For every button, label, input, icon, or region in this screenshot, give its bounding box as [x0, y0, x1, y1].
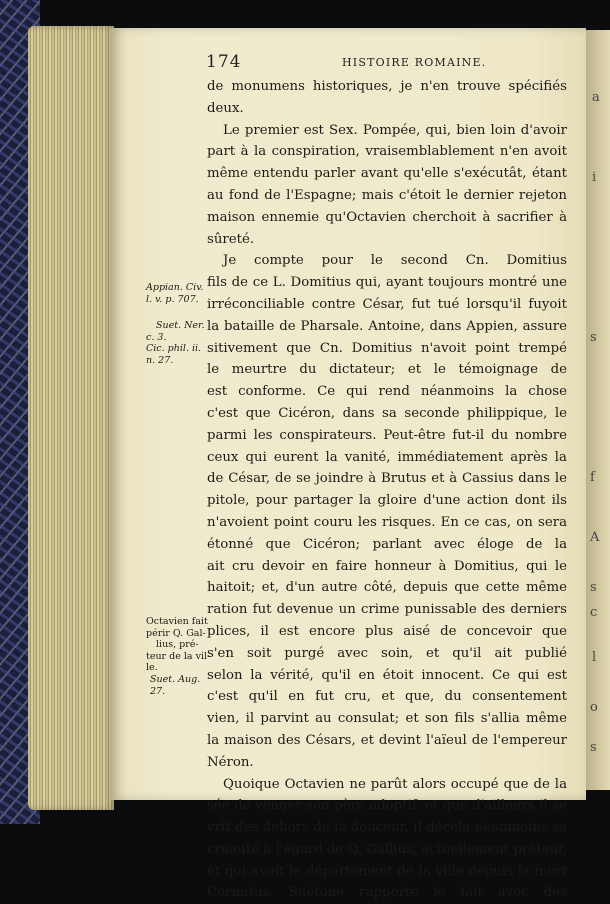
text-line: part à la conspiration, vraisemblablement n'en avoit — [207, 144, 567, 160]
text-line: sûreté. — [207, 231, 255, 247]
text-line: deux. — [207, 100, 244, 116]
note-line: teur de la vil- — [146, 650, 211, 662]
text-line: Le premier est Sex. Pompée, qui, bien loin d'avoir — [223, 122, 567, 138]
text-line: cruauté à l'égard de Q. Gallius, actuellement préteur, — [207, 841, 567, 857]
text-line: Je compte pour le second Cn. Domitius — [223, 253, 567, 269]
note-line: 27. — [150, 685, 166, 697]
text-line: même entendu parler avant qu'elle s'exécutât, étant — [207, 166, 567, 182]
text-line: selon la vérité, qu'il en étoit innocent. Ce qui est — [207, 667, 567, 683]
note-line: Octavien fait — [146, 616, 208, 627]
note-line: Appian. Civ. — [146, 282, 204, 293]
text-line: c'est qu'il en fut cru, et que, du consentement — [207, 689, 567, 705]
next-page-edge — [586, 30, 610, 790]
text-line: sitivement que Cn. Domitius n'avoit point trempé — [207, 340, 567, 356]
text-line: vrît des dehors de la douceur, il décéla néanmoins sa — [207, 820, 567, 836]
text-line: la bataille de Pharsale. Antoine, dans Appien, assure — [207, 318, 567, 334]
margin-note-appian — [146, 282, 203, 305]
margin-note-octavien — [146, 616, 210, 674]
next-page-fragment: s — [590, 740, 597, 755]
note-line: Suet. Aug. — [150, 674, 201, 685]
text-line: c'est que Cicéron, dans sa seconde philippique, le — [207, 405, 567, 421]
next-page-fragment: s — [590, 580, 597, 595]
text-line: parmi les conspirateurs. Peut-être fut-il du nombre — [207, 427, 567, 443]
text-line: Néron. — [207, 754, 254, 770]
page-number: 174 — [206, 52, 242, 72]
text-line: irréconciliable contre César, fut tué lorsqu'il fuyoit — [207, 296, 567, 312]
text-line: n'avoient point couru les risques. En ce cas, on sera — [207, 514, 567, 530]
text-line: Cornutus. Suétone rapporte le fait avec des — [207, 885, 567, 901]
next-page-fragment: f — [590, 470, 595, 485]
text-line: s'en soit purgé avec soin, et qu'il ait publié — [207, 645, 567, 661]
note-line: n. 27. — [146, 354, 174, 366]
text-line: maison ennemie qu'Octavien cherchoit à sacrifier à — [207, 209, 567, 225]
text-line: plices, il est encore plus aisé de concevoir que — [207, 623, 567, 639]
text-line: est conforme. Ce qui rend néanmoins la chose — [207, 384, 567, 400]
text-line: étonné que Cicéron; parlant avec éloge de la — [207, 536, 567, 552]
note-line: Suet. Ner. — [156, 320, 205, 331]
text-line: Quoique Octavien ne parût alors occupé que de la — [223, 776, 567, 792]
text-line: haitoit; et, d'un autre côté, depuis que cette même — [207, 580, 567, 596]
running-title: HISTOIRE ROMAINE. — [342, 56, 487, 69]
note-line: lius, pré- — [156, 639, 199, 650]
next-page-fragment: i — [592, 170, 597, 185]
text-line: pitole, pour partager la gloire d'une action dont ils — [207, 493, 567, 509]
margin-note-suetone-ciceron — [146, 320, 205, 366]
text-line: ait cru devoir en faire honneur à Domitius, qui le — [207, 558, 567, 574]
text-line: le meurtre du dictateur; et le témoignage de — [207, 362, 567, 378]
next-page-fragment: l — [592, 650, 597, 665]
margin-note-suetone-aug — [150, 674, 200, 697]
next-page-fragment: A — [590, 530, 600, 545]
next-page-fragment: o — [590, 700, 598, 715]
text-line: la maison des Césars, et devint l'aïeul de l'empereur — [207, 732, 567, 748]
next-page-fragment: c — [590, 605, 598, 620]
running-header — [206, 54, 566, 74]
text-line: au fond de l'Espagne; mais c'étoit le dernier rejeton — [207, 187, 567, 203]
text-line: de monumens historiques, je n'en trouve spécifiés — [207, 79, 567, 94]
note-line: c. 3. — [146, 331, 167, 343]
text-line: et qui avoit le département de la ville depuis la mort — [207, 863, 567, 879]
text-line: ration fut devenue un crime punissable des derniers — [207, 602, 567, 618]
note-line: le. — [146, 662, 158, 673]
next-page-fragment: s — [590, 330, 597, 345]
page-edges — [28, 26, 114, 810]
note-line: l. v. p. 707. — [146, 293, 199, 305]
text-line: ceux qui eurent la vanité, immédiatement après la — [207, 449, 567, 465]
text-line: vien, il parvint au consulat; et son fils s'allia même — [207, 711, 567, 727]
body-text — [207, 76, 567, 904]
text-line: sée de venger son père adoptif, et que d'ailleurs il se — [207, 798, 567, 814]
next-page-fragment: a — [592, 90, 600, 105]
text-line: fils de ce L. Domitius qui, ayant toujours montré une — [207, 275, 567, 291]
note-line: Cic. phil. ii. — [146, 343, 202, 354]
note-line: périr Q. Gal- — [146, 627, 206, 639]
text-line: de César, de se joindre à Brutus et à Cassius dans le — [207, 471, 567, 487]
